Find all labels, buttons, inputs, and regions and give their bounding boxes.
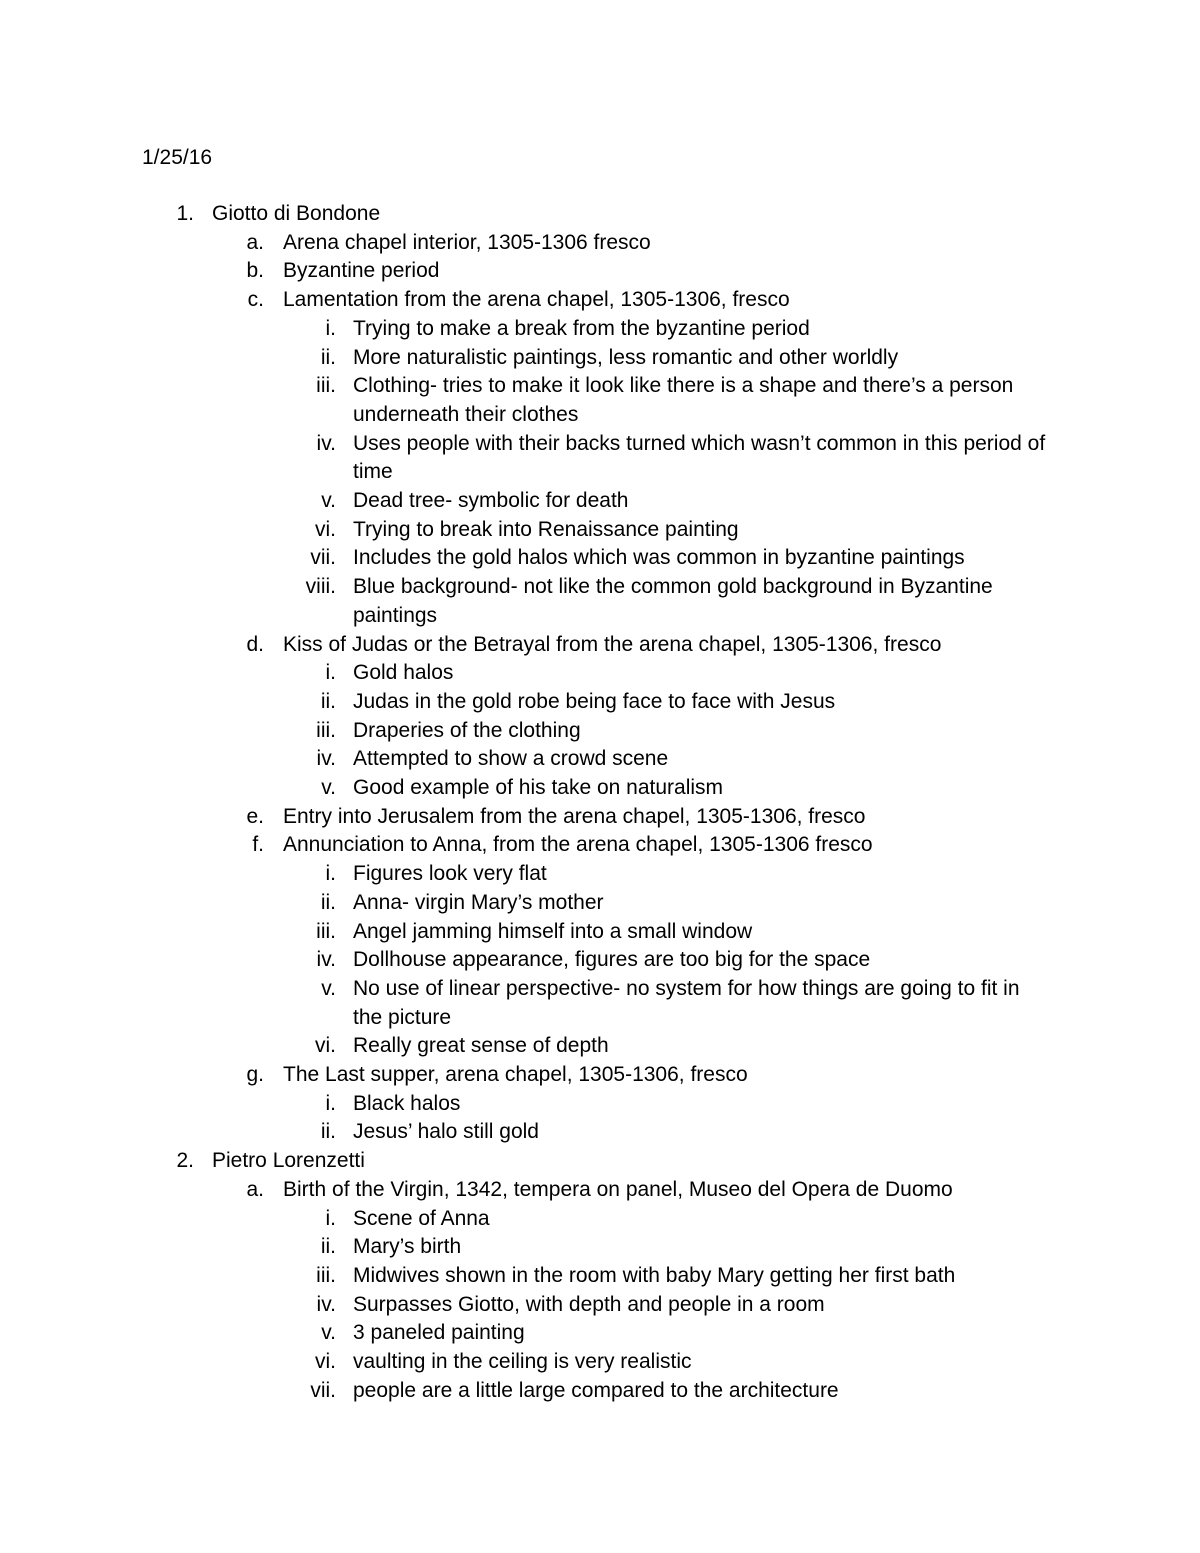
outline-marker: iii. [316,1263,336,1287]
outline-text: Angel jamming himself into a small window [353,919,753,943]
document-date: 1/25/16 [142,146,213,169]
outline-item-level-3 [0,1032,1200,1061]
outline-marker: g. [246,1063,264,1086]
outline-item-level-3 [0,1233,1200,1262]
outline-text: Jesus’ halo still gold [353,1120,539,1144]
outline-item-level-1 [0,200,1200,229]
outline-text: Scene of Anna [353,1206,490,1230]
outline-item-level-2 [0,803,1200,832]
outline-marker: iv. [316,948,336,972]
outline-text: Dead tree- symbolic for death [353,489,629,512]
outline-marker: i. [325,316,336,340]
outline-item-level-3 [0,1090,1200,1119]
outline-text: Includes the gold halos which was common in byzantine paintings [353,546,965,570]
outline-item-level-3 [0,544,1200,573]
outline-item-level-3 [0,860,1200,889]
outline-item-level-3 [0,659,1200,688]
outline-item-level-3 [0,516,1200,545]
outline-marker: ii. [320,890,336,914]
outline-marker: 2. [176,1149,194,1173]
outline-text: Trying to break into Renaissance painting [353,517,739,541]
outline-text: Kiss of Judas or the Betrayal from the arena chapel, 1305-1306, fresco [283,632,942,656]
outline-text: Annunciation to Anna, from the arena chapel, 1305-1306 fresco [283,833,873,857]
outline-item-level-3 [0,344,1200,373]
outline-item-level-3 [0,315,1200,344]
outline-item-level-2 [0,631,1200,660]
outline-marker: a. [246,230,264,254]
outline-item-level-3 [0,918,1200,947]
outline-text: Surpasses Giotto, with depth and people in a room [353,1292,825,1316]
outline-marker: 1. [176,202,194,225]
outline-text: Really great sense of depth [353,1034,609,1058]
outline-text: Gold halos [353,661,454,685]
outline-text: Uses people with their backs turned which wasn’t common in this period of time [353,431,1046,484]
outline-marker: iii. [316,718,336,742]
outline-item-level-3 [0,1118,1200,1147]
outline-text: vaulting in the ceiling is very realistic [353,1350,692,1373]
outline-marker: v. [321,776,336,799]
outline-marker: iii. [316,374,336,398]
outline-item-level-3 [0,1377,1200,1406]
outline-item-level-3 [0,372,1200,429]
outline-item-level-3 [0,1291,1200,1320]
outline-marker: vi. [315,517,336,541]
outline-item-level-1 [0,1147,1200,1176]
outline-text: Arena chapel interior, 1305-1306 fresco [283,230,651,254]
outline-marker: iv. [316,431,336,455]
outline-item-level-3 [0,688,1200,717]
outline-text: Byzantine period [283,259,440,283]
outline-item-level-3 [0,889,1200,918]
outline-text: Figures look very flat [353,862,547,886]
outline-text: people are a little large compared to the architecture [353,1378,839,1402]
outline-text: Draperies of the clothing [353,718,581,742]
outline-marker: ii. [320,345,336,369]
outline-marker: v. [321,976,336,1000]
outline-text: Mary’s birth [353,1235,462,1259]
outline-marker: f. [252,833,264,857]
outline-marker: i. [325,1091,336,1115]
outline-marker: v. [321,1321,336,1345]
outline-marker: vii. [310,546,336,570]
outline-marker: i. [325,862,336,886]
outline-marker: iii. [316,919,336,943]
outline-item-level-3 [0,487,1200,516]
outline-marker: i. [325,661,336,685]
outline-item-level-2 [0,286,1200,315]
outline-marker: i. [325,1206,336,1230]
outline-marker: a. [246,1177,264,1201]
outline-text: Clothing- tries to make it look like there is a shape and there’s a person underneath their clothes [353,374,1014,426]
outline-marker: ii. [320,1120,336,1144]
outline-marker: b. [246,259,264,283]
outline-item-level-2 [0,257,1200,286]
outline-text: 3 paneled painting [353,1321,525,1345]
outline-text: Anna- virgin Mary’s mother [353,890,604,914]
outline-item-level-3 [0,1319,1200,1348]
outline-item-level-3 [0,1348,1200,1377]
outline-marker: vi. [315,1350,336,1373]
outline-text: Black halos [353,1091,461,1115]
outline-item-level-3 [0,774,1200,803]
outline-text: Blue background- not like the common gold background in Byzantine paintings [353,575,993,627]
outline-marker: c. [247,288,264,312]
outline-text: More naturalistic paintings, less romantic and other worldly [353,345,899,369]
outline-text: Pietro Lorenzetti [212,1149,365,1173]
outline-marker: e. [246,804,264,828]
outline-text: Lamentation from the arena chapel, 1305-1306, fresco [283,288,790,312]
outline-text: Attempted to show a crowd scene [353,747,669,771]
outline-item-level-3 [0,1262,1200,1291]
outline-item-level-3 [0,430,1200,487]
outline-item-level-2 [0,1176,1200,1205]
outline-marker: d. [246,632,264,656]
outline-item-level-2 [0,1061,1200,1090]
outline-text: Trying to make a break from the byzantine period [353,316,810,340]
outline-marker: iv. [316,1292,336,1316]
outline-marker: ii. [320,689,336,713]
outline-text: Entry into Jerusalem from the arena chapel, 1305-1306, fresco [283,804,866,828]
outline-text: Midwives shown in the room with baby Mary getting her first bath [353,1263,956,1287]
outline-item-level-3 [0,975,1200,1032]
outline-text: Giotto di Bondone [212,202,381,225]
outline-text: Good example of his take on naturalism [353,776,724,799]
outline-text: The Last supper, arena chapel, 1305-1306, fresco [283,1063,748,1086]
outline-text: Judas in the gold robe being face to face with Jesus [353,689,836,713]
outline-text: Dollhouse appearance, figures are too big for the space [353,948,871,972]
outline-marker: iv. [316,747,336,771]
outline-marker: ii. [320,1235,336,1259]
outline-item-level-2 [0,229,1200,258]
outline-marker: vi. [315,1034,336,1058]
outline-item-level-2 [0,831,1200,860]
outline-marker: v. [321,489,336,512]
outline-text: No use of linear perspective- no system for how things are going to fit in the picture [353,976,1020,1029]
outline-item-level-3 [0,717,1200,746]
outline-item-level-3 [0,745,1200,774]
outline-item-level-3 [0,1205,1200,1234]
outline-item-level-3 [0,573,1200,630]
outline-marker: vii. [310,1378,336,1402]
outline-text: Birth of the Virgin, 1342, tempera on panel, Museo del Opera de Duomo [283,1177,953,1201]
outline-item-level-3 [0,946,1200,975]
outline-marker: viii. [305,575,336,599]
